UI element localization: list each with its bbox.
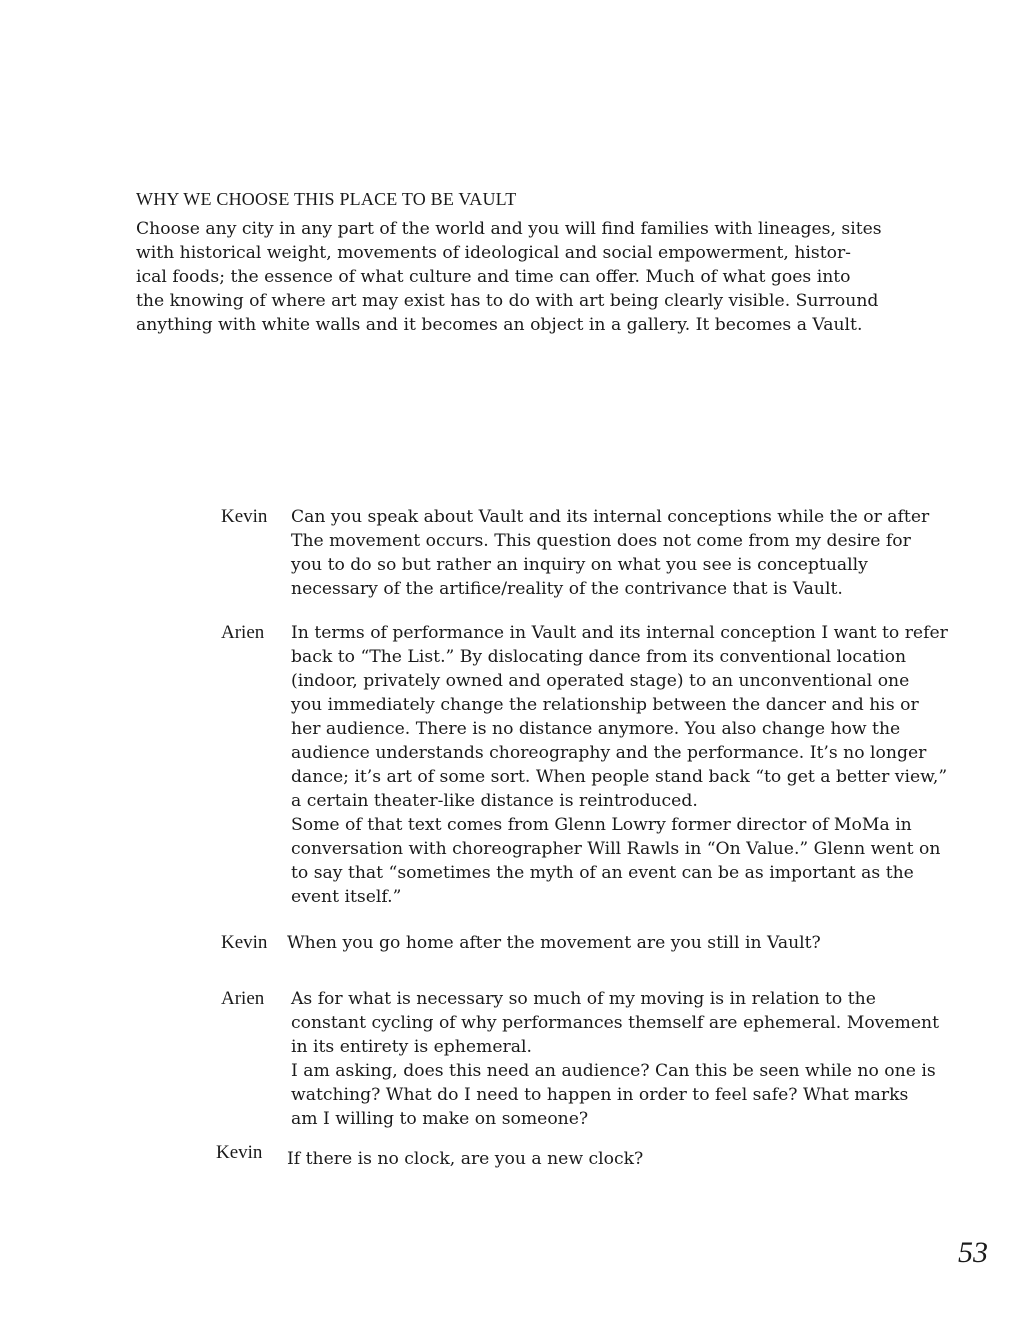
dialogue-line: (indoor, privately owned and operated stage) to an unconventional one (291, 671, 910, 691)
speaker-label: Arien (221, 622, 265, 643)
dialogue-line: audience understands choreography and the performance. It’s no longer (291, 743, 927, 763)
dialogue-line: The movement occurs. This question does not come from my desire for (291, 531, 911, 551)
dialogue-text (291, 505, 981, 601)
section-line: ical foods; the essence of what culture and time can offer. Much of what goes into (136, 267, 851, 287)
dialogue-text (291, 987, 981, 1131)
page-number: 53 (958, 1236, 988, 1269)
dialogue-line: I am asking, does this need an audience? Can this be seen while no one is (291, 1061, 936, 1081)
section-title: WHY WE CHOOSE THIS PLACE TO BE VAULT (136, 189, 517, 209)
dialogue-line: When you go home after the movement are you still in Vault? (287, 933, 821, 953)
intro-section (136, 187, 896, 337)
dialogue-line: dance; it’s art of some sort. When people stand back “to get a better view,” (291, 767, 948, 787)
dialogue-line: am I willing to make on someone? (291, 1109, 589, 1129)
dialogue-line: you to do so but rather an inquiry on what you see is conceptually (291, 555, 868, 575)
dialogue-line: you immediately change the relationship between the dancer and his or (291, 695, 919, 715)
dialogue-line: conversation with choreographer Will Rawls in “On Value.” Glenn went on (291, 839, 941, 859)
section-line: the knowing of where art may exist has to do with art being clearly visible. Surround (136, 291, 879, 311)
section-line: Choose any city in any part of the world and you will find families with lineages, sites (136, 219, 882, 239)
dialogue-line: necessary of the artifice/reality of the contrivance that is Vault. (291, 579, 843, 599)
dialogue-line: event itself.” (291, 887, 402, 907)
dialogue-line: watching? What do I need to happen in order to feel safe? What marks (291, 1085, 909, 1105)
dialogue-text (287, 931, 977, 955)
dialogue-line: in its entirety is ephemeral. (291, 1037, 532, 1057)
dialogue-line: constant cycling of why performances themself are ephemeral. Movement (291, 1013, 939, 1033)
dialogue-line: her audience. There is no distance anymore. You also change how the (291, 719, 901, 739)
speaker-label: Kevin (216, 1142, 263, 1163)
dialogue-line: If there is no clock, are you a new clock? (287, 1149, 644, 1169)
dialogue-line: As for what is necessary so much of my moving is in relation to the (291, 989, 876, 1009)
dialogue-line: Can you speak about Vault and its internal conceptions while the or after (291, 507, 930, 527)
dialogue-text (287, 1147, 977, 1171)
speaker-label: Kevin (221, 506, 268, 527)
dialogue-line: a certain theater-like distance is reintroduced. (291, 791, 698, 811)
section-body (136, 217, 896, 337)
section-line: anything with white walls and it becomes an object in a gallery. It becomes a Vault. (136, 315, 863, 335)
section-line: with historical weight, movements of ideological and social empowerment, histor- (136, 243, 851, 263)
dialogue-line: Some of that text comes from Glenn Lowry former director of MoMa in (291, 815, 912, 835)
speaker-label: Arien (221, 988, 265, 1009)
dialogue-line: In terms of performance in Vault and its internal conception I want to refer (291, 623, 948, 643)
speaker-label: Kevin (221, 932, 268, 953)
dialogue-line: to say that “sometimes the myth of an event can be as important as the (291, 863, 914, 883)
dialogue-line: back to “The List.” By dislocating dance from its conventional location (291, 647, 907, 667)
dialogue-text (291, 621, 981, 909)
